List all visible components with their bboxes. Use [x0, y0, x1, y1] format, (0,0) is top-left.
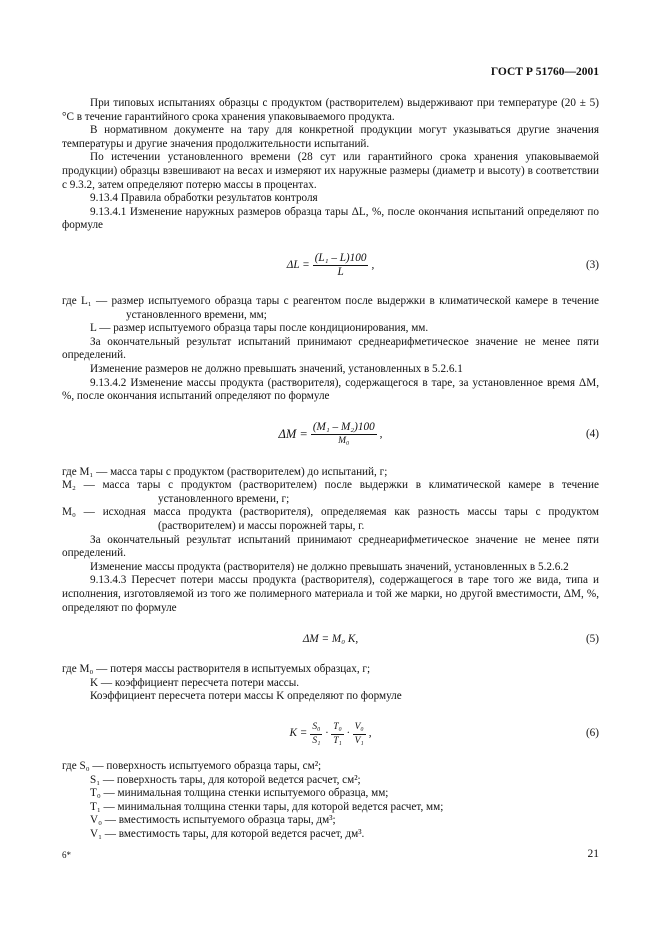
- definition-text: минимальная толщина стенки тары, для которой ведется расчет, мм;: [117, 800, 444, 813]
- formula-lhs: ΔM =: [278, 426, 308, 441]
- definition-term: где L₁ —: [62, 294, 108, 307]
- definition-text: размер испытуемого образца тары после кондиционирования, мм.: [113, 322, 429, 335]
- sheet-mark: 6*: [62, 850, 71, 860]
- definition-text: вместимость испытуемого образца тары, дм³;: [118, 814, 336, 827]
- paragraph: 9.13.4.2 Изменение массы продукта (растворителя), содержащегося в таре, за установленное время ΔM, %, после окончания испытаний определяют по формуле: [62, 376, 599, 403]
- paragraph: За окончательный результат испытаний принимают среднеарифметическое значение не менее пяти определений.: [62, 335, 599, 362]
- formula-number: (6): [585, 727, 599, 740]
- section-heading: 9.13.4 Правила обработки результатов контроля: [90, 192, 318, 205]
- definition: [62, 801, 599, 815]
- definition: [62, 677, 599, 691]
- definition-term: V₁ —: [90, 827, 116, 840]
- definition-text: потеря массы растворителя в испытуемых образцах, г;: [110, 663, 371, 676]
- formula-number: (5): [585, 633, 599, 646]
- paragraph: 9.13.4.3 Пересчет потери массы продукта (растворителя), содержащегося в таре того же вида, типа и исполнения, изготовляемой из того же полимерного материала и той же марки, но другой вместимости, ΔM, %, определяют по формуле: [62, 574, 599, 614]
- definition-term: где S₀ —: [62, 760, 104, 772]
- fraction-denominator: V₁: [354, 735, 364, 746]
- formula-fraction: [331, 721, 344, 748]
- formula-number: (3): [585, 259, 599, 272]
- definition-text: поверхность тары, для которой ведется расчет, см²;: [116, 773, 361, 786]
- paragraph: За окончательный результат испытаний принимают среднеарифметическое значение не менее пяти определений.: [62, 533, 599, 560]
- definition-term: V₀ —: [90, 814, 116, 827]
- formula-tail: ,: [368, 727, 372, 740]
- definition-text: коэффициент пересчета потери массы.: [114, 676, 300, 689]
- paragraph: По истечении установленного времени (28 сут или гарантийного срока хранения упаковываемой продукции) образцы взвешивают на весах и измеряют их наружные размеры (диаметр и высоту) в соответствии с 9.3.2, затем определяют потерю массы в процентах.: [62, 151, 599, 191]
- definition-term: где M₀ —: [62, 663, 108, 676]
- paragraph: 9.13.4.1 Изменение наружных размеров образца тары ΔL, %, после окончания испытаний определяют по формуле: [62, 205, 599, 232]
- definition: [62, 506, 599, 533]
- definition: [62, 295, 599, 322]
- definition-text: масса тары с продуктом (растворителем) после выдержки в климатической камере в течение установленного времени, г;: [102, 479, 600, 505]
- fraction-numerator: V₀: [353, 721, 366, 735]
- definition-text: вместимость тары, для которой ведется расчет, дм³.: [118, 827, 365, 840]
- definition-term: T₁ —: [90, 800, 115, 813]
- definition: [62, 814, 599, 828]
- definition-term: M₂ —: [62, 479, 95, 492]
- formula-lhs: K =: [289, 727, 308, 740]
- formula-number: (4): [585, 427, 599, 440]
- definition-text: масса тары с продуктом (растворителем) до испытаний, г;: [110, 465, 388, 478]
- definition: [62, 479, 599, 506]
- fraction-denominator: S₁: [312, 735, 321, 746]
- formula-fraction: [313, 252, 369, 279]
- definition-term: где M₁ —: [62, 465, 108, 478]
- paragraph: В нормативном документе на тару для конкретной продукции могут указываться другие значения температуры и другие значения продолжительности испытаний.: [62, 124, 599, 150]
- paragraph: Коэффициент пересчета потери массы K определяют по формуле: [90, 690, 402, 703]
- definition-term: K —: [90, 676, 113, 689]
- definition-text: минимальная толщина стенки испытуемого образца, мм;: [117, 787, 389, 800]
- formula-5: [62, 623, 599, 657]
- definition-term: T₀ —: [90, 787, 115, 800]
- document-body: [62, 97, 599, 842]
- formula-tail: ,: [371, 259, 375, 272]
- definition: [62, 322, 599, 336]
- fraction-denominator: M₀: [338, 436, 350, 447]
- formula-fraction: [310, 721, 322, 748]
- fraction-numerator: S₀: [310, 721, 322, 735]
- formula-fraction: [311, 421, 377, 448]
- fraction-numerator: (M₁ – M₂)100: [312, 421, 375, 434]
- document-header: ГОСТ Р 51760—2001: [490, 66, 599, 78]
- page-number: 21: [587, 848, 599, 860]
- definition-text: размер испытуемого образца тары с реагентом после выдержки в климатической камере в течение установленного времени, мм;: [111, 294, 599, 321]
- definition: [62, 828, 599, 842]
- fraction-numerator: T₀: [331, 721, 344, 735]
- definition: [62, 466, 599, 480]
- paragraph: Изменение массы продукта (растворителя) не должно превышать значений, установленных в 5.2.6.2: [90, 560, 569, 573]
- definition-term: M₀ —: [62, 506, 95, 519]
- definition: [62, 774, 599, 788]
- formula-fraction: [353, 721, 366, 748]
- definition-text: исходная масса продукта (растворителя), определяемая как разность массы тары с продуктом (растворителем) и массы порожней тары, г.: [102, 506, 599, 533]
- paragraph: При типовых испытаниях образцы с продуктом (растворителем) выдерживают при температуре (20 ± 5) °С в течение гарантийного срока хранения упаковываемого продукта.: [62, 97, 599, 123]
- definition: [62, 787, 599, 801]
- formula-3: [62, 243, 599, 289]
- definition: [62, 760, 599, 774]
- formula-tail: ,: [379, 427, 383, 440]
- fraction-denominator: L: [337, 266, 344, 279]
- paragraph: Изменение размеров не должно превышать значений, установленных в 5.2.6.1: [90, 362, 463, 375]
- definition: [62, 663, 599, 677]
- fraction-numerator: (L₁ – L)100: [314, 252, 367, 265]
- formula-lhs: ΔL =: [286, 259, 310, 272]
- formula-expression: ΔM = M₀ K,: [302, 633, 359, 646]
- definition-term: S₁ —: [90, 773, 115, 786]
- definition-text: поверхность испытуемого образца тары, см²;: [106, 760, 322, 772]
- definition-term: L —: [90, 322, 111, 335]
- formula-4: [62, 412, 599, 458]
- formula-6: K = $\frac{\text{S₀}}{\text{S₁}}$ · $\frac{\text{T₀}}{\text{T₁}}$ · $\frac{\text{V₀}}{\text{V₁}}$ , (6): [289, 721, 599, 746]
- fraction-denominator: T₁: [333, 735, 342, 746]
